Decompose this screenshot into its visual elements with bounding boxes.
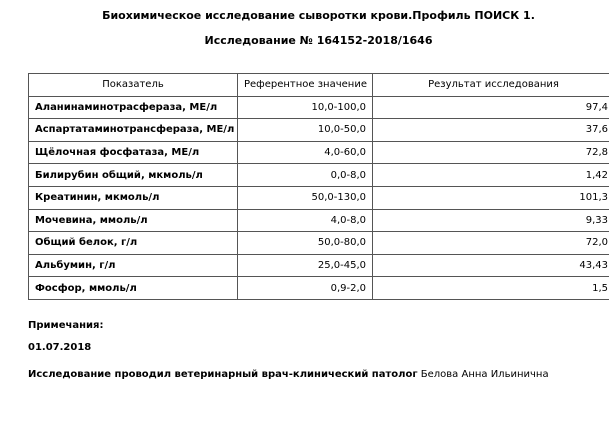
report-date: 01.07.2018 <box>28 342 92 353</box>
reference-value-cell: 0,9-2,0 <box>238 277 373 300</box>
reference-value-cell: 10,0-50,0 <box>238 119 373 142</box>
parameter-name-cell: Альбумин, г/л <box>29 254 238 277</box>
performer-name: Белова Анна Ильинична <box>420 369 549 380</box>
parameter-name-cell: Общий белок, г/л <box>29 232 238 255</box>
reference-value-cell: 10,0-100,0 <box>238 96 373 119</box>
parameter-name-cell: Билирубин общий, мкмоль/л <box>29 164 238 187</box>
result-value-cell: 1,5 <box>373 277 609 300</box>
result-value-cell: 101,3 <box>373 186 609 209</box>
parameter-name-cell: Мочевина, ммоль/л <box>29 209 238 232</box>
reference-value-cell: 25,0-45,0 <box>238 254 373 277</box>
results-table <box>28 73 609 300</box>
column-header-reference: Референтное значение <box>238 74 373 97</box>
reference-value-cell: 4,0-8,0 <box>238 209 373 232</box>
reference-value-cell: 0,0-8,0 <box>238 164 373 187</box>
column-header-parameter: Показатель <box>29 74 238 97</box>
report-title: Биохимическое исследование сыворотки крови.Профиль ПОИСК 1. <box>102 9 535 22</box>
table-row <box>29 186 609 209</box>
reference-value-cell: 50,0-130,0 <box>238 186 373 209</box>
table-row <box>29 254 609 277</box>
table-row <box>29 96 609 119</box>
study-number: Исследование № 164152-2018/1646 <box>204 34 433 47</box>
result-value-cell: 97,4 <box>373 96 609 119</box>
parameter-name-cell: Фосфор, ммоль/л <box>29 277 238 300</box>
reference-value-cell: 4,0-60,0 <box>238 141 373 164</box>
result-value-cell: 37,6 <box>373 119 609 142</box>
table-row <box>29 277 609 300</box>
parameter-name-cell: Аланинаминотрасфераза, МЕ/л <box>29 96 238 119</box>
table-row <box>29 164 609 187</box>
notes-label: Примечания: <box>28 320 104 331</box>
table-row <box>29 232 609 255</box>
column-header-result: Результат исследования <box>373 74 609 97</box>
table-row <box>29 209 609 232</box>
table-row <box>29 119 609 142</box>
reference-value-cell: 50,0-80,0 <box>238 232 373 255</box>
result-value-cell: 72,8 <box>373 141 609 164</box>
performer-line <box>28 369 549 380</box>
table-row <box>29 141 609 164</box>
result-value-cell: 43,43 <box>373 254 609 277</box>
performer-prefix: Исследование проводил ветеринарный врач-клинический патолог <box>28 369 418 380</box>
parameter-name-cell: Щёлочная фосфатаза, МЕ/л <box>29 141 238 164</box>
parameter-name-cell: Креатинин, мкмоль/л <box>29 186 238 209</box>
result-value-cell: 9,33 <box>373 209 609 232</box>
result-value-cell: 1,42 <box>373 164 609 187</box>
table-header-row <box>29 74 609 97</box>
result-value-cell: 72,0 <box>373 232 609 255</box>
parameter-name-cell: Аспартатаминотрансфераза, МЕ/л <box>29 119 238 142</box>
